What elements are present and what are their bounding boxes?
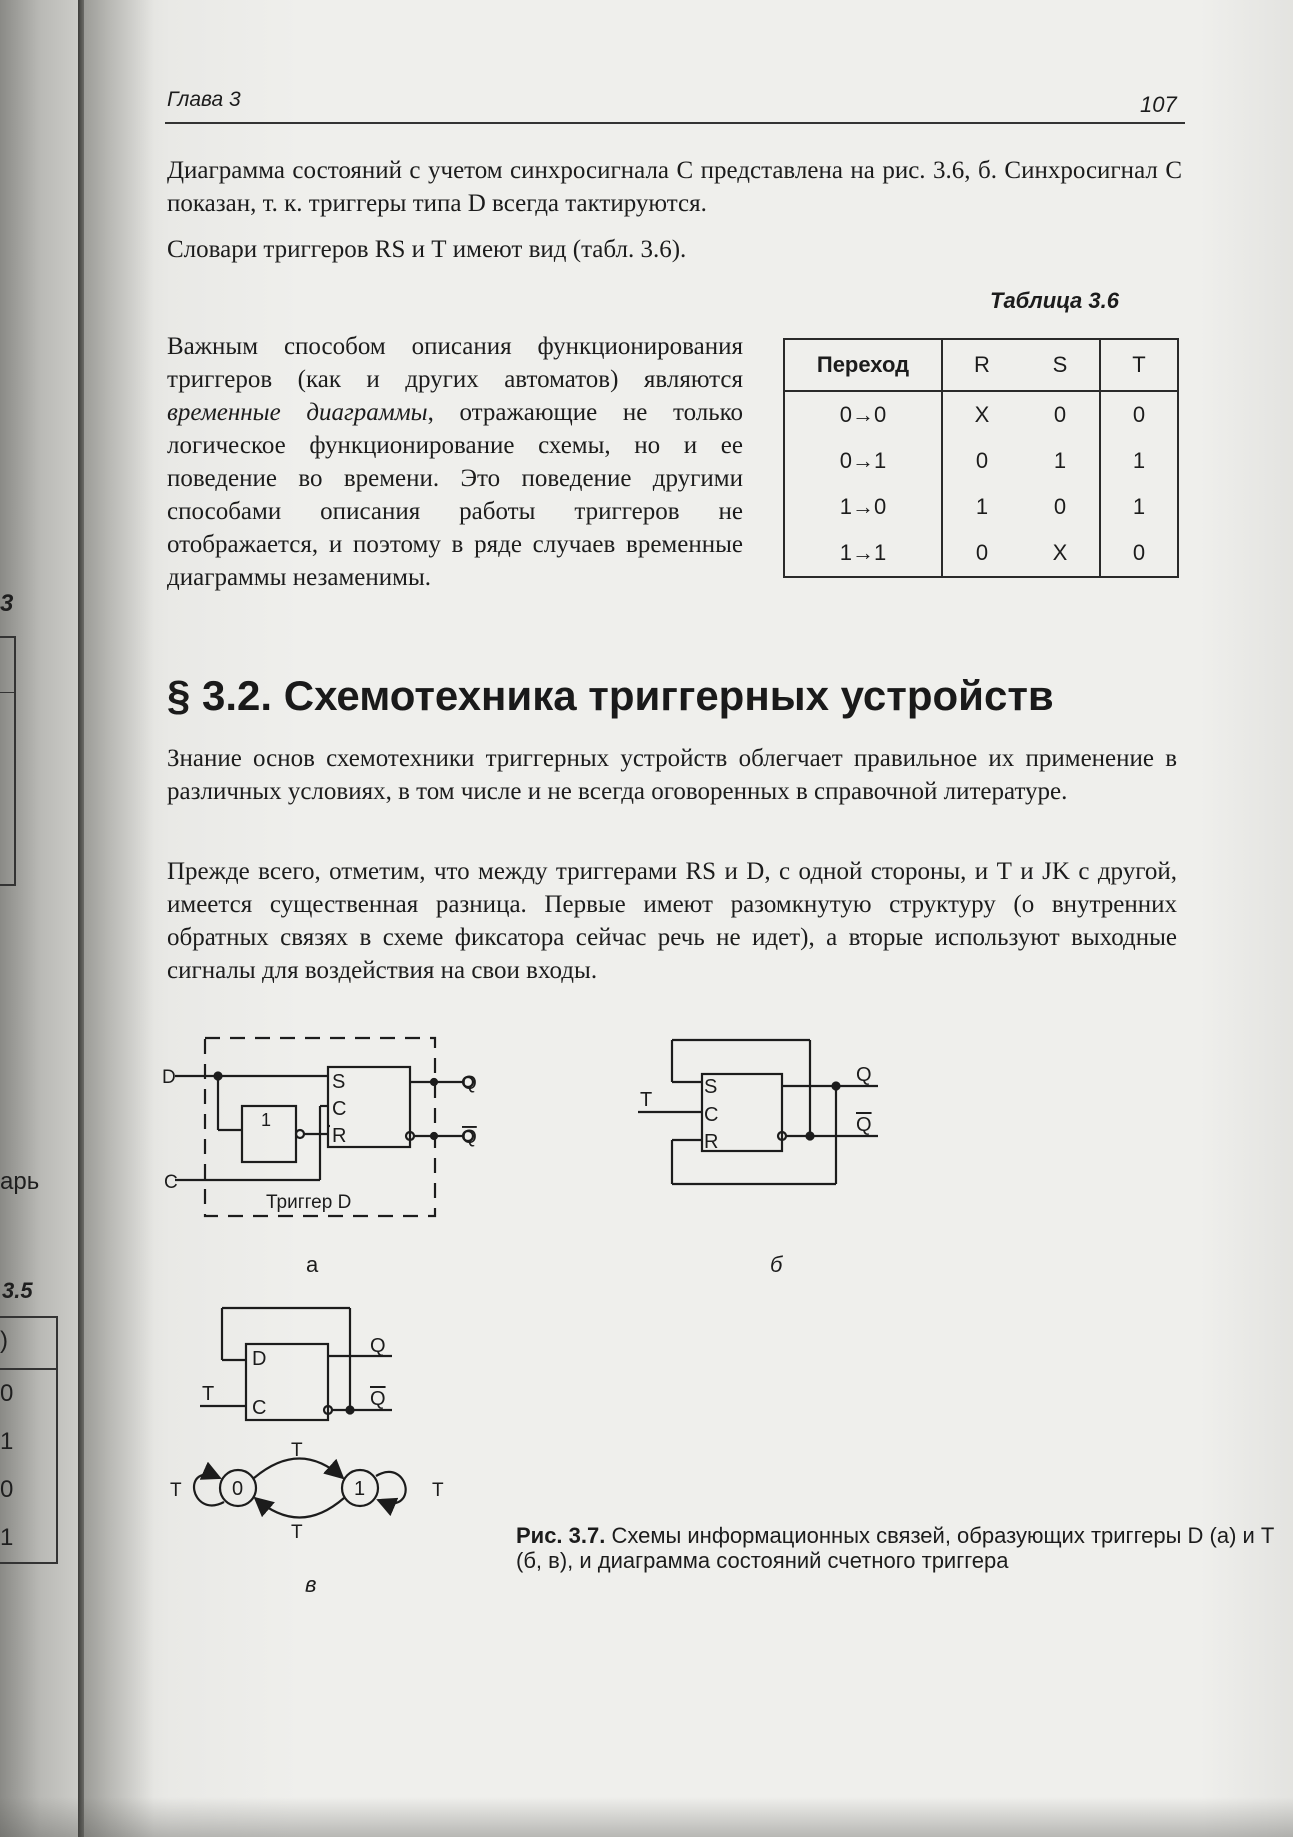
table-cell: 0	[1100, 391, 1178, 438]
table-cell: X	[942, 391, 1021, 438]
caption-label: Рис. 3.7.	[516, 1523, 606, 1548]
input-label: T	[640, 1089, 653, 1111]
table-title: Таблица 3.6	[990, 288, 1119, 313]
pin-label: C	[332, 1098, 347, 1120]
pin-label: C	[704, 1104, 719, 1126]
paragraph-text: Важным способом описания функционирования триггеров (как и других автоматов) являются	[167, 333, 743, 393]
pin-label: R	[332, 1125, 347, 1147]
pin-label: D	[252, 1348, 267, 1370]
left-page-fragment: 1	[0, 1524, 14, 1551]
table-header-cell: T	[1100, 339, 1178, 391]
table-cell: 1	[1100, 438, 1178, 484]
state-label: 0	[232, 1478, 244, 1500]
left-page-fragment: )	[0, 1327, 8, 1354]
table-cell: 0	[942, 530, 1021, 577]
table-cell: 0	[942, 438, 1021, 484]
table-cell: 0	[1100, 530, 1178, 577]
emphasis-term: временные диаграммы	[167, 399, 428, 426]
output-label: Q	[462, 1127, 477, 1148]
box-label: Триггер D	[266, 1192, 352, 1213]
transition-arrow	[255, 1498, 344, 1518]
page-number: 107	[1140, 92, 1177, 117]
left-page-fragment: арь	[0, 1168, 40, 1195]
input-label: D	[162, 1067, 176, 1088]
table-cell: 1	[1021, 438, 1100, 484]
output-label: Q	[370, 1388, 386, 1410]
paragraph: Прежде всего, отметим, что между триггерами RS и D, с одной стороны, и Т и JK с другой, имеется существенная разница. Первые имеют разомкнутую структуру (о внутренних обратных связях в схеме фиксатора сейчас речь не идет), а вторые используют выходные сигналы для воздействия на свои входы.	[167, 858, 1177, 984]
table-cell: 1→0	[784, 484, 942, 530]
table-cell: 1	[1100, 484, 1178, 530]
left-page-fragment: 0	[0, 1476, 14, 1503]
left-page-fragment: 1	[0, 1428, 14, 1455]
table-cell: 0	[1021, 391, 1100, 438]
subfigure-label: в	[305, 1572, 317, 1597]
table-cell: 1→1	[784, 530, 942, 577]
self-loop-arrow	[376, 1472, 406, 1503]
section-heading: § 3.2. Схемотехника триггерных устройств	[167, 672, 1054, 719]
subfigure-label: б	[770, 1252, 783, 1277]
left-page-fragment: 3.5	[2, 1278, 33, 1303]
left-page-fragment: 0	[0, 1380, 14, 1407]
subfigure-label: а	[306, 1252, 319, 1277]
pin-label: S	[332, 1071, 346, 1093]
inverter-label: 1	[261, 1110, 272, 1130]
state-label: 1	[354, 1478, 366, 1500]
transition-label: T	[291, 1440, 303, 1461]
transition-label: T	[291, 1522, 303, 1543]
pin-label: S	[704, 1076, 718, 1098]
table-cell: 0→0	[784, 391, 942, 438]
output-label: Q	[856, 1064, 872, 1086]
table-cell: 0	[1021, 484, 1100, 530]
left-page-fragment: 3	[0, 590, 14, 617]
table-cell: 0→1	[784, 438, 942, 484]
paragraph: Знание основ схемотехники триггерных устройств облегчает правильное их применение в различных условиях, в том числе и не всегда оговоренных в справочной литературе.	[167, 745, 1177, 805]
paragraph: Словари триггеров RS и Т имеют вид (табл. 3.6).	[167, 236, 687, 263]
transition-label: T	[170, 1480, 182, 1501]
transition-arrow	[254, 1459, 343, 1479]
running-head: Глава 3	[167, 88, 241, 111]
transition-label: T	[432, 1480, 444, 1501]
output-label: Q	[856, 1114, 872, 1136]
pin-label: R	[704, 1131, 719, 1153]
paragraph: Диаграмма состояний с учетом синхросигнала С представлена на рис. 3.6, б. Синхросигнал С показан, т. к. триггеры типа D всегда тактируются.	[167, 157, 1182, 217]
table-cell: 1	[942, 484, 1021, 530]
table-header-cell: R	[942, 339, 1021, 391]
table-cell: X	[1021, 530, 1100, 577]
circuit-b	[638, 1040, 878, 1184]
caption-text: Схемы информационных связей, образующих триггеры D (а) и Т (б, в), и диаграмма состояний счетного триггера	[516, 1523, 1275, 1573]
paragraph-text: , отражающие не только логическое функционирование схемы, но и ее поведение во времени. Это поведение другими способами описания работы триггеров не отображается, и поэтому в ряде случаев временные диаграммы незаменимы.	[167, 399, 744, 591]
input-label: C	[164, 1172, 178, 1193]
circuit-a	[175, 1038, 473, 1216]
input-label: T	[202, 1383, 215, 1405]
table-header-cell: S	[1021, 339, 1100, 391]
output-label: Q	[370, 1335, 386, 1357]
output-label: Q	[462, 1073, 477, 1094]
figure-caption	[516, 1523, 1293, 1573]
table-header-cell: Переход	[784, 339, 942, 391]
pin-label: C	[252, 1397, 267, 1419]
